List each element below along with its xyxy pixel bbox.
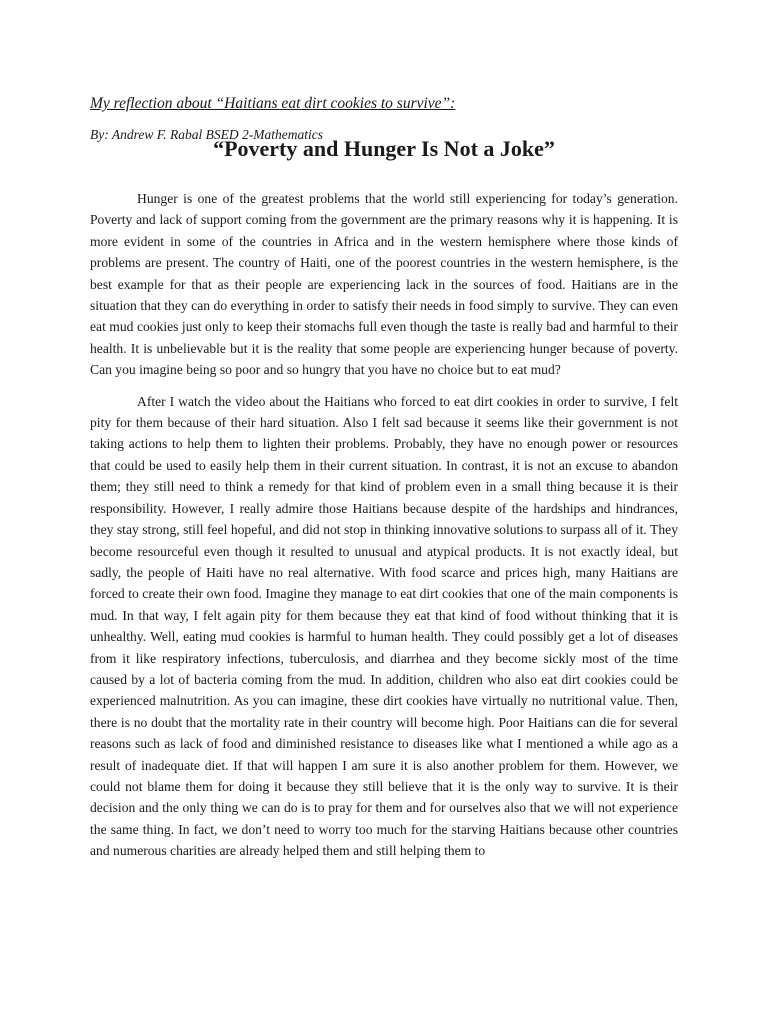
paragraph-intro: Hunger is one of the greatest problems that the world still experiencing for today’s generation. Poverty and lack of support coming from the government are the primary reasons why it is happening. It is more evident in some of the countries in Africa and in the western hemisphere where those kinds of problems are present. The country of Haiti, one of the poorest countries in the western hemisphere, is the best example for that as their people are experiencing lack in the sources of food. Haitians are in the situation that they can do everything in order to satisfy their needs in food simply to survive. They can even eat mud cookies just only to keep their stomachs full even though the taste is really bad and harmful to their health. It is unbelievable but it is the reality that some people are experiencing hunger because of poverty. Can you imagine being so poor and so hungry that you have no choice but to eat mud? [90,191,678,378]
paragraph-reflection: After I watch the video about the Haitians who forced to eat dirt cookies in order to survive, I felt pity for them because of their hard situation. Also I felt sad because it seems like their government is not taking actions to help them to lighten their problems. Probably, they have no enough power or resources that could be used to easily help them in their current situation. In contrast, it is not an excuse to abandon them; they still need to think a remedy for that kind of problem even in a small thing because it is their responsibility. However, I really admire those Haitians because despite of the hardships and hindrances, they stay strong, still feel hopeful, and did not stop in thinking innovative solutions to surpass all of it. They become resourceful even though it resulted to unusual and atypical products. It is not exactly ideal, but sadly, the people of Haiti have no real alternative. With food scarce and prices high, many Haitians are forced to create their own food. Imagine they manage to eat dirt cookies that one of the main components is mud. In that way, I felt again pity for them because they eat that kind of food without thinking that it is unhealthy. Well, eating mud cookies is harmful to human health. They could possibly get a lot of diseases from it like respiratory infections, tuberculosis, and diarrhea and they become sickly most of the time caused by a lot of bacteria coming from the mud. In addition, children who also eat dirt cookies could be experienced malnutrition. As you can imagine, these dirt cookies have virtually no nutritional value. Then, there is no doubt that the mortality rate in their country will become high. Poor Haitians can die for several reasons such as lack of food and diminished resistance to diseases like what I mentioned a while ago as a result of inadequate diet. If that will happen I am sure it is also another problem for them. However, we could not blame them for doing it because they still believe that it is the only way to survive. It is their decision and the only thing we can do is to pray for them and for ourselves also that we will not experience the same thing. In fact, we don’t need to worry too much for the starving Haitians because other countries and numerous charities are already helped them and still helping them to [90,393,678,859]
author-byline: By: Andrew F. Rabal BSED 2-Mathematics [90,127,323,142]
document-page [90,94,678,872]
essay-title: “Poverty and Hunger Is Not a Joke” [213,136,555,161]
reflection-title: My reflection about “Haitians eat dirt cookies to survive”: [90,95,456,112]
